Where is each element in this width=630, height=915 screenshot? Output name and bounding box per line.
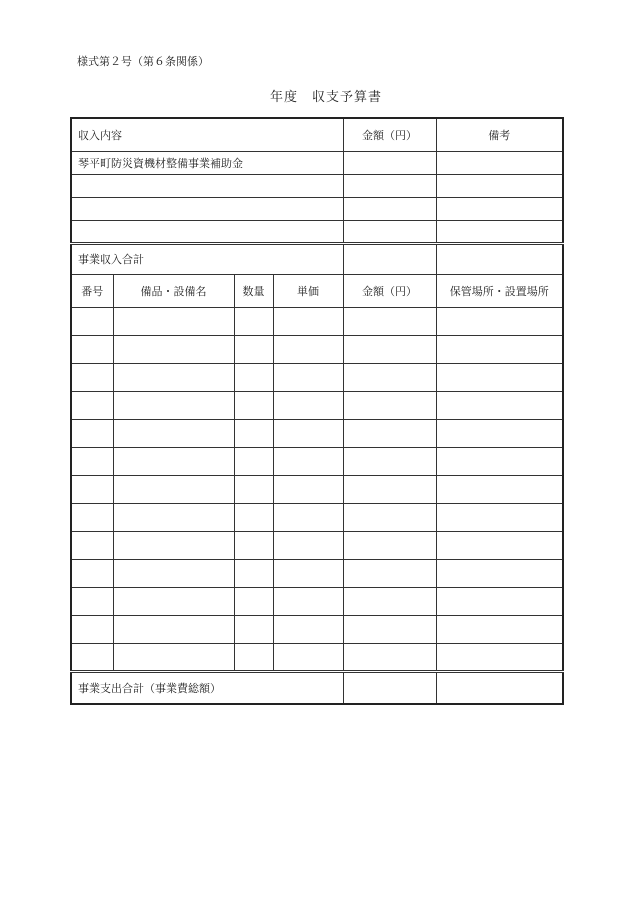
item-unit-price-cell[interactable]	[273, 587, 343, 615]
item-amount-cell[interactable]	[343, 447, 436, 475]
income-remarks-cell[interactable]	[436, 151, 563, 174]
item-no-cell[interactable]	[71, 587, 113, 615]
expense-total-label: 事業支出合計（事業費総額）	[71, 671, 343, 704]
item-amount-cell[interactable]	[343, 363, 436, 391]
income-remarks-cell[interactable]	[436, 174, 563, 197]
item-location-cell[interactable]	[436, 475, 563, 503]
item-amount-cell[interactable]	[343, 559, 436, 587]
item-qty-cell[interactable]	[234, 363, 273, 391]
item-amount-cell[interactable]	[343, 587, 436, 615]
item-amount-cell[interactable]	[343, 643, 436, 671]
item-amount-cell[interactable]	[343, 307, 436, 335]
item-qty-cell[interactable]	[234, 475, 273, 503]
item-row	[71, 503, 563, 531]
income-amount-cell[interactable]	[343, 151, 436, 174]
item-no-header: 番号	[71, 274, 113, 307]
item-row	[71, 363, 563, 391]
item-amount-cell[interactable]	[343, 419, 436, 447]
income-amount-cell[interactable]	[343, 197, 436, 220]
item-amount-cell[interactable]	[343, 615, 436, 643]
income-total-remarks-cell[interactable]	[436, 243, 563, 274]
item-no-cell[interactable]	[71, 531, 113, 559]
income-row	[71, 220, 563, 243]
item-no-cell[interactable]	[71, 559, 113, 587]
item-name-cell[interactable]	[113, 559, 234, 587]
item-location-cell[interactable]	[436, 615, 563, 643]
item-unit-price-cell[interactable]	[273, 447, 343, 475]
income-content-cell[interactable]	[71, 220, 343, 243]
item-amount-cell[interactable]	[343, 503, 436, 531]
income-amount-cell[interactable]	[343, 220, 436, 243]
item-no-cell[interactable]	[71, 391, 113, 419]
item-unit-price-cell[interactable]	[273, 419, 343, 447]
item-qty-cell[interactable]	[234, 559, 273, 587]
item-name-cell[interactable]	[113, 419, 234, 447]
item-name-cell[interactable]	[113, 615, 234, 643]
item-row	[71, 307, 563, 335]
item-no-cell[interactable]	[71, 475, 113, 503]
item-row	[71, 419, 563, 447]
item-no-cell[interactable]	[71, 447, 113, 475]
item-unit-price-cell[interactable]	[273, 363, 343, 391]
expense-total-amount-cell[interactable]	[343, 671, 436, 704]
item-location-cell[interactable]	[436, 587, 563, 615]
item-amount-cell[interactable]	[343, 475, 436, 503]
item-unit-price-header: 単価	[273, 274, 343, 307]
item-location-cell[interactable]	[436, 643, 563, 671]
item-qty-cell[interactable]	[234, 447, 273, 475]
income-remarks-cell[interactable]	[436, 197, 563, 220]
item-name-cell[interactable]	[113, 475, 234, 503]
item-name-cell[interactable]	[113, 391, 234, 419]
item-location-cell[interactable]	[436, 363, 563, 391]
document-title: 年度 収支予算書	[270, 90, 383, 105]
item-qty-cell[interactable]	[234, 307, 273, 335]
item-no-cell[interactable]	[71, 335, 113, 363]
item-amount-cell[interactable]	[343, 335, 436, 363]
item-unit-price-cell[interactable]	[273, 391, 343, 419]
item-unit-price-cell[interactable]	[273, 475, 343, 503]
income-total-label: 事業収入合計	[71, 243, 343, 274]
item-qty-cell[interactable]	[234, 615, 273, 643]
item-unit-price-cell[interactable]	[273, 643, 343, 671]
item-no-cell[interactable]	[71, 307, 113, 335]
item-name-cell[interactable]	[113, 335, 234, 363]
item-qty-cell[interactable]	[234, 531, 273, 559]
item-location-cell[interactable]	[436, 559, 563, 587]
income-content-cell[interactable]	[71, 197, 343, 220]
item-row	[71, 335, 563, 363]
item-name-cell[interactable]	[113, 307, 234, 335]
income-remarks-cell[interactable]	[436, 220, 563, 243]
item-row	[71, 475, 563, 503]
item-row	[71, 447, 563, 475]
item-unit-price-cell[interactable]	[273, 615, 343, 643]
item-name-cell[interactable]	[113, 643, 234, 671]
income-total-row	[71, 243, 563, 274]
income-row	[71, 174, 563, 197]
item-qty-cell[interactable]	[234, 335, 273, 363]
form-number: 様式第２号（第６条関係）	[77, 55, 209, 68]
item-location-cell[interactable]	[436, 447, 563, 475]
item-amount-cell[interactable]	[343, 531, 436, 559]
item-row	[71, 559, 563, 587]
income-row	[71, 197, 563, 220]
item-location-cell[interactable]	[436, 419, 563, 447]
item-location-cell[interactable]	[436, 307, 563, 335]
item-no-cell[interactable]	[71, 503, 113, 531]
item-row	[71, 391, 563, 419]
income-amount-cell[interactable]	[343, 174, 436, 197]
item-qty-cell[interactable]	[234, 419, 273, 447]
item-unit-price-cell[interactable]	[273, 531, 343, 559]
item-no-cell[interactable]	[71, 615, 113, 643]
income-content-header: 収入内容	[71, 118, 343, 151]
income-amount-header: 金額（円）	[343, 118, 436, 151]
expense-total-remarks-cell[interactable]	[436, 671, 563, 704]
item-row	[71, 531, 563, 559]
item-row	[71, 587, 563, 615]
item-row	[71, 643, 563, 671]
item-no-cell[interactable]	[71, 643, 113, 671]
item-qty-header: 数量	[234, 274, 273, 307]
item-name-header: 備品・設備名	[113, 274, 234, 307]
income-remarks-header: 備考	[436, 118, 563, 151]
item-location-cell[interactable]	[436, 531, 563, 559]
item-location-header: 保管場所・設置場所	[436, 274, 563, 307]
income-content-cell[interactable]: 琴平町防災資機材整備事業補助金	[71, 151, 343, 174]
items-header-row	[71, 274, 563, 307]
item-amount-cell[interactable]	[343, 391, 436, 419]
item-unit-price-cell[interactable]	[273, 503, 343, 531]
item-unit-price-cell[interactable]	[273, 559, 343, 587]
item-unit-price-cell[interactable]	[273, 335, 343, 363]
item-unit-price-cell[interactable]	[273, 307, 343, 335]
item-qty-cell[interactable]	[234, 391, 273, 419]
expense-total-row	[71, 671, 563, 704]
income-total-amount-cell[interactable]	[343, 243, 436, 274]
item-name-cell[interactable]	[113, 531, 234, 559]
item-amount-header: 金額（円）	[343, 274, 436, 307]
item-name-cell[interactable]	[113, 587, 234, 615]
item-qty-cell[interactable]	[234, 587, 273, 615]
item-qty-cell[interactable]	[234, 503, 273, 531]
item-name-cell[interactable]	[113, 447, 234, 475]
item-location-cell[interactable]	[436, 335, 563, 363]
item-name-cell[interactable]	[113, 363, 234, 391]
item-qty-cell[interactable]	[234, 643, 273, 671]
item-row	[71, 615, 563, 643]
item-name-cell[interactable]	[113, 503, 234, 531]
income-row	[71, 151, 563, 174]
budget-table	[70, 117, 564, 705]
income-header-row	[71, 118, 563, 151]
item-no-cell[interactable]	[71, 419, 113, 447]
item-location-cell[interactable]	[436, 503, 563, 531]
item-location-cell[interactable]	[436, 391, 563, 419]
item-no-cell[interactable]	[71, 363, 113, 391]
income-content-cell[interactable]	[71, 174, 343, 197]
